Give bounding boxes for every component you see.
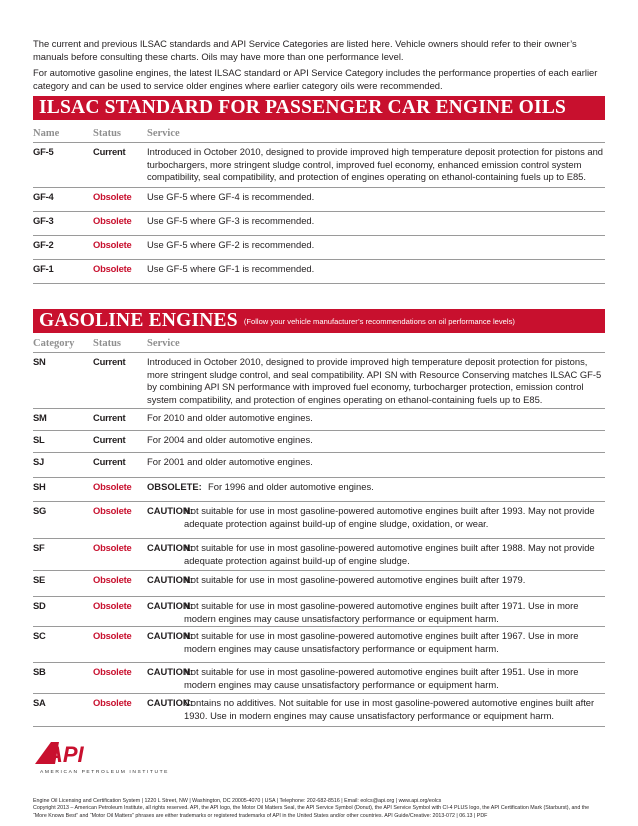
- service-label: CAUTION:: [147, 630, 193, 641]
- service-cell: Use GF-5 where GF-2 is recommended.: [147, 239, 315, 250]
- ilsac-table-header: [33, 125, 605, 143]
- status-cell: Obsolete: [93, 481, 132, 492]
- status-cell: Obsolete: [93, 600, 132, 611]
- table-row: [33, 452, 605, 478]
- api-org-name: AMERICAN PETROLEUM INSTITUTE: [40, 770, 170, 775]
- ilsac-header-service: Service: [147, 128, 180, 139]
- category-cell: SF: [33, 542, 45, 553]
- category-cell: SG: [33, 505, 47, 516]
- gasoline-header-service: Service: [147, 338, 180, 349]
- category-cell: SA: [33, 697, 46, 708]
- table-row: [33, 352, 605, 409]
- status-cell: Current: [93, 434, 126, 445]
- ilsac-name-cell: GF-4: [33, 191, 54, 202]
- table-row: [33, 570, 605, 597]
- table-row: [33, 662, 605, 694]
- service-cell: For 2010 and older automotive engines.: [147, 412, 313, 423]
- service-cell: Introduced in October 2010, designed to provide improved high temperature deposit protection for pistons and turbochargers, more stringent sludge control, improved fuel economy, enhanced emission control system compatibility, seal compatibility, and protection of engines operating on ethanol-containing fuels up to E85.: [147, 146, 604, 183]
- service-cell: Not suitable for use in most gasoline-powered automotive engines built after 1993. May not provide adequate protection against build-up of engine sludge, oxidation, or wear.: [184, 505, 595, 529]
- table-row: [33, 538, 605, 571]
- category-cell: SJ: [33, 456, 45, 467]
- table-row: [33, 693, 605, 727]
- service-cell: Not suitable for use in most gasoline-powered automotive engines built after 1971. Use in more modern engines may cause unsatisfactory performance or equipment harm.: [184, 600, 579, 624]
- ilsac-name-cell: GF-5: [33, 146, 54, 157]
- intro-paragraph-1: The current and previous ILSAC standards and API Service Categories are listed here. Vehicle owners should refer to their owner’s manuals before consulting these charts. Oils may have more than one performance level.: [33, 38, 577, 62]
- service-cell: Not suitable for use in most gasoline-powered automotive engines built after 1967. Use in more modern engines may cause unsatisfactory performance or equipment harm.: [184, 630, 579, 654]
- intro-paragraph-2: For automotive gasoline engines, the latest ILSAC standard or API Service Category includes the performance properties of each earlier category and can be used to service older engines where earlier category oils were recommended.: [33, 67, 598, 91]
- category-cell: SB: [33, 666, 46, 677]
- table-row: [33, 596, 605, 627]
- ilsac-title-band: [33, 96, 605, 120]
- api-logo: [33, 738, 93, 773]
- api-logo-text: API: [47, 742, 84, 767]
- ilsac-title: ILSAC STANDARD FOR PASSENGER CAR ENGINE OILS: [39, 97, 567, 118]
- status-cell: Obsolete: [93, 191, 132, 202]
- status-cell: Obsolete: [93, 239, 132, 250]
- status-cell: Obsolete: [93, 215, 132, 226]
- status-cell: Obsolete: [93, 542, 132, 553]
- table-row: [33, 477, 605, 502]
- gasoline-title-band: [33, 309, 605, 333]
- status-cell: Obsolete: [93, 666, 132, 677]
- ilsac-header-status: Status: [93, 128, 122, 139]
- service-cell: Use GF-5 where GF-4 is recommended.: [147, 191, 315, 202]
- category-cell: SL: [33, 434, 45, 445]
- footer-line-2: Copyright 2013 – American Petroleum Institute, all rights reserved. API, the API logo, the Motor Oil Matters Seal, the API Service Symbol (Donut), the API Service Symbol with CI-4 PLUS logo, the API Certification Mark (Starburst), and the: [33, 805, 590, 812]
- status-cell: Obsolete: [93, 630, 132, 641]
- table-row: [33, 430, 605, 453]
- status-cell: Obsolete: [93, 263, 132, 274]
- table-row: [33, 259, 605, 284]
- service-label: CAUTION:: [147, 666, 193, 677]
- table-row: [33, 142, 605, 188]
- ilsac-name-cell: GF-1: [33, 263, 54, 274]
- footer-line-3: “More Knows Best” and “Motor Oil Matters” phrases are either trademarks or registered trademarks of API in the United States and/or other countries. API Guide/Creative: 2013-072 | 06.13 | PDF: [33, 812, 488, 819]
- category-cell: SE: [33, 574, 46, 585]
- service-label: CAUTION:: [147, 697, 193, 708]
- table-row: [33, 626, 605, 663]
- category-cell: SN: [33, 356, 46, 367]
- gasoline-header-status: Status: [93, 338, 122, 349]
- category-cell: SM: [33, 412, 47, 423]
- service-cell: Use GF-5 where GF-1 is recommended.: [147, 263, 315, 274]
- service-cell: For 2004 and older automotive engines.: [147, 434, 313, 445]
- category-cell: SC: [33, 630, 46, 641]
- table-row: [33, 501, 605, 539]
- footer-text: [33, 798, 605, 820]
- status-cell: Current: [93, 356, 126, 367]
- service-cell: For 2001 and older automotive engines.: [147, 456, 313, 467]
- table-row: [33, 408, 605, 431]
- status-cell: Current: [93, 412, 126, 423]
- status-cell: Obsolete: [93, 697, 132, 708]
- service-label: CAUTION:: [147, 505, 193, 516]
- service-label: CAUTION:: [147, 600, 193, 611]
- status-cell: Obsolete: [93, 505, 132, 516]
- gasoline-header-category: Category: [33, 338, 75, 349]
- service-label: CAUTION:: [147, 574, 193, 585]
- gasoline-subtitle: (Follow your vehicle manufacturer’s recommendations on oil performance levels): [243, 317, 515, 326]
- table-row: [33, 211, 605, 236]
- ilsac-header-name: Name: [33, 128, 60, 139]
- footer-line-1: Engine Oil Licensing and Certification System | 1220 L Street, NW | Washington, DC 20005-4070 | USA | Telephone: 202-682-8516 | Email: eolcs@api.org | www.api.org/eolcs: [33, 798, 442, 804]
- category-cell: SD: [33, 600, 46, 611]
- service-cell: For 1996 and older automotive engines.: [208, 481, 374, 492]
- table-row: [33, 187, 605, 212]
- table-row: [33, 235, 605, 260]
- status-cell: Current: [93, 456, 126, 467]
- ilsac-name-cell: GF-3: [33, 215, 54, 226]
- ilsac-name-cell: GF-2: [33, 239, 54, 250]
- service-cell: Not suitable for use in most gasoline-powered automotive engines built after 1979.: [184, 574, 526, 585]
- service-label: OBSOLETE:: [147, 481, 202, 492]
- gasoline-table-header: [33, 335, 605, 353]
- service-label: CAUTION:: [147, 542, 193, 553]
- status-cell: Obsolete: [93, 574, 132, 585]
- service-cell: Not suitable for use in most gasoline-powered automotive engines built after 1988. May not provide adequate protection against build-up of engine sludge.: [184, 542, 595, 566]
- gasoline-title: GASOLINE ENGINES: [39, 310, 238, 331]
- service-cell: Introduced in October 2010, designed to provide improved high temperature deposit protection for pistons, more stringent sludge control, and seal compatibility. API SN with Resource Conserving matches ILSAC GF-5 by combining API SN performance with improved fuel economy, turbocharger protection, emission control system compatibility, and protection of engines operating on ethanol-containing fuels up to E85.: [147, 356, 602, 405]
- category-cell: SH: [33, 481, 46, 492]
- service-cell: Not suitable for use in most gasoline-powered automotive engines built after 1951. Use in more modern engines may cause unsatisfactory performance or equipment harm.: [184, 666, 579, 690]
- service-cell: Use GF-5 where GF-3 is recommended.: [147, 215, 315, 226]
- status-cell: Current: [93, 146, 126, 157]
- service-cell: Contains no additives. Not suitable for use in most gasoline-powered automotive engines built after 1930. Use in modern engines may cause unsatisfactory performance or equipment harm.: [184, 697, 595, 721]
